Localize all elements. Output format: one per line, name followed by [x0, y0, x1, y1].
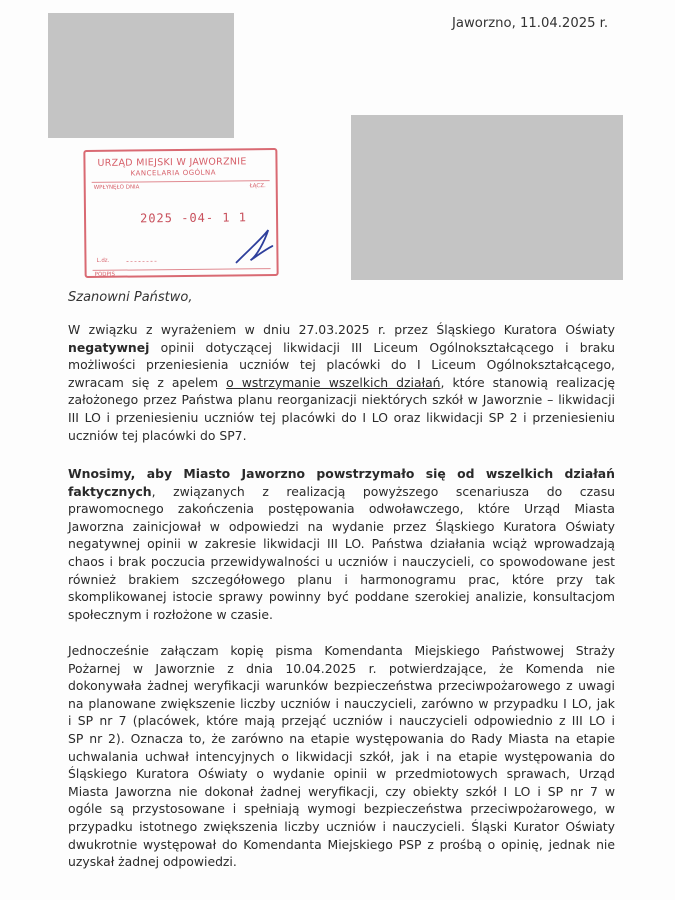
text-line: Śląskiego Kuratora Oświaty o wydanie opinii w przedmiotowych sprawach, Urząd — [68, 766, 615, 782]
text-line: uczniów tej placówki do SP7. — [68, 427, 247, 443]
paragraph-3 — [68, 642, 615, 871]
handwritten-signature-icon — [85, 150, 280, 280]
stamp-label-signature: PODPIS — [94, 271, 115, 278]
text-line: uzyskał żadnej odpowiedzi. — [68, 854, 237, 870]
text-line: ogóle są przystosowane i spełniają wymogi bezpieczeństwa przeciwpożarowego, w — [68, 801, 615, 817]
redacted-recipient-block — [351, 115, 623, 280]
text-line: dokonywała żadnej weryfikacji warunków bezpieczeństwa przeciwpożarowego z uwagi — [68, 678, 615, 694]
stamp-label-register: L.dz. — [96, 257, 110, 264]
text-line: Miasta Jaworzna nie dokonał żadnej weryfikacji, czy obiekty szkół I LO i SP nr 7 w — [68, 783, 615, 799]
bold-text: faktycznych — [68, 483, 152, 499]
text-line: W związku z wyrażeniem w dniu 27.03.2025 r. przez Śląskiego Kuratora Oświaty — [68, 322, 615, 337]
text-line: negatywnej opinii dotyczącej likwidacji III Liceum Ogólnokształcącego i braku — [68, 339, 615, 355]
text-line: Pożarnej w Jaworznie z dnia 10.04.2025 r. potwierdzające, że Komenda nie — [68, 660, 615, 676]
paragraph-2 — [68, 465, 615, 623]
text-line: uchwalania uchwał intencyjnych o likwidacji szkół, jak i na etapie występowania do — [68, 748, 615, 764]
text-line — [68, 465, 615, 483]
text-line: przypadku istotnego zwiększenia liczby uczniów i nauczycieli. Śląski Kurator Oświaty — [68, 818, 615, 834]
text-line: dwukrotnie występował do Komendanta Miejskiego PSP z prośbą o opinię, jednak nie — [68, 836, 615, 852]
text-line: SP nr 2). Oznacza to, że zarówno na etapie występowania do Rady Miasta na etapie — [68, 730, 615, 746]
text-line: społecznym i rozłożone w czasie. — [68, 606, 273, 622]
bold-text: Wnosimy, aby Miasto Jaworzno powstrzymało się od wszelkich działań — [68, 466, 615, 481]
text-line: zwracam się z apelem o wstrzymanie wszelkich działań, które stanowią realizację — [68, 374, 616, 390]
paragraph-1 — [68, 321, 615, 444]
underlined-text: o wstrzymanie wszelkich działań — [226, 374, 441, 390]
stamp-label-received: WPŁYNĘŁO DNIA — [93, 184, 140, 191]
text-line: również brakiem szczegółowego planu i harmonogramu prac, które przy tak — [68, 571, 615, 587]
text-line: skomplikowanej istocie sprawy powinny być poddane szerokiej analizie, konsultacjom — [68, 589, 615, 605]
registry-stamp — [83, 148, 278, 278]
text-line: Jaworzna zainicjował w odpowiedzi na wydanie przez Śląskiego Kuratora Oświaty — [68, 518, 615, 534]
stamp-date: 2025 -04- 1 1 — [139, 210, 248, 226]
letter-date: Jaworzno, 11.04.2025 r. — [452, 16, 609, 31]
text-line: prawomocnego zakończenia postępowania odwoławczego, które Urząd Miasta — [68, 501, 615, 517]
redacted-sender-block — [48, 13, 234, 138]
text-line: możliwości przeniesienia uczniów tej placówki do I Liceum Ogólnokształcącego, — [68, 357, 615, 373]
text-line: Jednocześnie załączam kopię pisma Komendanta Miejskiego Państwowej Straży — [68, 643, 615, 658]
stamp-title: URZĄD MIEJSKI W JAWORZNIE — [97, 156, 247, 169]
text-line: założonego przez Państwa planu reorganizacji niektórych szkół w Jaworznie – likwidacji — [68, 392, 615, 408]
bold-text: negatywnej — [68, 339, 150, 355]
text-line: chaos i brak poczucia przewidywalności u uczniów i nauczycieli, co spowodowane jest — [68, 553, 615, 569]
stamp-subtitle: KANCELARIA OGÓLNA — [130, 168, 217, 178]
text-line: negatywnej opinii w zakresie likwidacji III LO. Państwa działania wciąż wprowadzają — [68, 536, 615, 552]
text-line: na planowane zwiększenie liczby uczniów i nauczycieli, zarówno w przypadku I LO, jak — [68, 695, 615, 711]
text-line: faktycznych, związanych z realizacją powyższego scenariusza do czasu — [68, 483, 615, 499]
stamp-label-attachments: ŁĄCZ. — [249, 183, 266, 190]
text-line: III LO i przeniesieniu uczniów tej placówki do I LO oraz likwidacji SP 2 i przeniesieniu — [68, 409, 615, 425]
text-line: i SP nr 7 (placówek, które mają przejąć uczniów i nauczycieli odpowiednio z III LO i — [68, 713, 615, 729]
salutation: Szanowni Państwo, — [68, 290, 193, 305]
